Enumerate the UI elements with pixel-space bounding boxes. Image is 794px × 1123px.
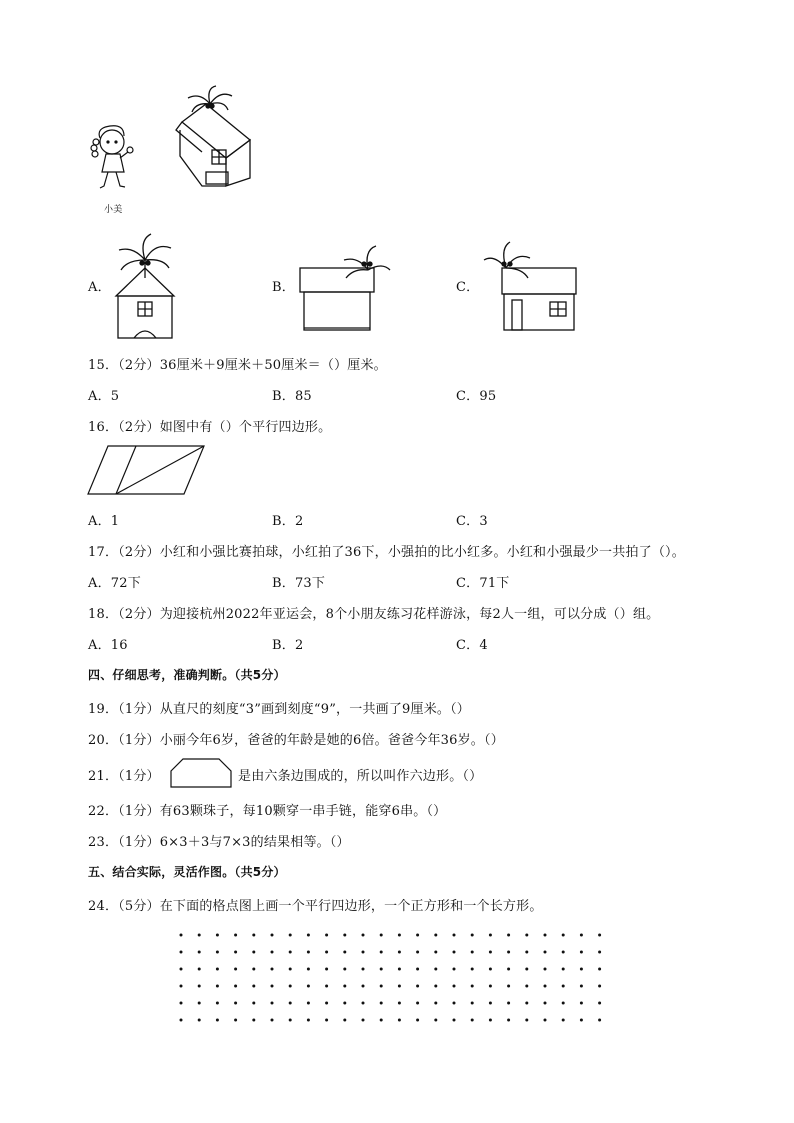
- house-top-view-b: [298, 236, 378, 332]
- grid-dot[interactable]: [307, 985, 310, 988]
- grid-dot[interactable]: [544, 968, 547, 971]
- grid-dot[interactable]: [453, 1002, 456, 1005]
- q24-stem: 24．（5分）在下面的格点图上画一个平行四边形，一个正方形和一个长方形。: [88, 899, 543, 914]
- q16-option-c: C．3: [456, 514, 488, 529]
- grid-dot[interactable]: [343, 934, 346, 937]
- grid-dot[interactable]: [416, 985, 419, 988]
- grid-dot[interactable]: [562, 1019, 565, 1022]
- grid-dot[interactable]: [362, 934, 365, 937]
- grid-dot[interactable]: [544, 951, 547, 954]
- q22-stem: 22．（1分）有63颗珠子，每10颗穿一串手链，能穿6串。（）: [88, 804, 447, 819]
- grid-dot[interactable]: [271, 934, 274, 937]
- grid-dot[interactable]: [380, 968, 383, 971]
- grid-dot[interactable]: [562, 968, 565, 971]
- grid-dot[interactable]: [489, 968, 492, 971]
- section-5-heading: 五、结合实际，灵活作图。（共5分）: [88, 865, 286, 879]
- grid-dot[interactable]: [398, 1002, 401, 1005]
- grid-dot[interactable]: [544, 985, 547, 988]
- grid-dot[interactable]: [398, 968, 401, 971]
- house-3d-illustration: [176, 82, 254, 192]
- grid-dot[interactable]: [380, 985, 383, 988]
- q19-stem: 19．（1分）从直尺的刻度“3”画到刻度“9”，一共画了9厘米。（）: [88, 702, 471, 717]
- grid-dot[interactable]: [416, 1019, 419, 1022]
- q15-option-b: B．85: [272, 389, 312, 404]
- grid-dot[interactable]: [598, 934, 601, 937]
- grid-dot[interactable]: [507, 1019, 510, 1022]
- grid-dot[interactable]: [507, 968, 510, 971]
- grid-dot[interactable]: [180, 1002, 183, 1005]
- q18-option-b: B．2: [272, 638, 304, 653]
- grid-dot[interactable]: [434, 951, 437, 954]
- q23-stem: 23．（1分）6×3＋3与7×3的结果相等。（）: [88, 835, 350, 850]
- grid-dot[interactable]: [580, 1002, 583, 1005]
- grid-dot[interactable]: [307, 1002, 310, 1005]
- grid-dot[interactable]: [343, 968, 346, 971]
- grid-dot[interactable]: [234, 985, 237, 988]
- q17-option-b: B．73下: [272, 576, 326, 591]
- grid-dot[interactable]: [343, 951, 346, 954]
- grid-dot[interactable]: [471, 1002, 474, 1005]
- grid-dot[interactable]: [398, 951, 401, 954]
- q17-stem: 17．（2分）小红和小强比赛拍球，小红拍了36下，小强拍的比小红多。小红和小强最少一共拍了（）。: [88, 545, 685, 560]
- grid-dot[interactable]: [180, 951, 183, 954]
- grid-dot[interactable]: [307, 951, 310, 954]
- q14-option-c-label: C．: [456, 280, 480, 295]
- grid-dot[interactable]: [416, 951, 419, 954]
- grid-dot[interactable]: [434, 985, 437, 988]
- grid-dot[interactable]: [198, 968, 201, 971]
- grid-dot[interactable]: [580, 968, 583, 971]
- grid-dot[interactable]: [271, 951, 274, 954]
- grid-dot[interactable]: [489, 951, 492, 954]
- grid-dot[interactable]: [343, 1019, 346, 1022]
- parallelogram-figure: [88, 444, 208, 496]
- grid-dot[interactable]: [325, 1002, 328, 1005]
- grid-dot[interactable]: [307, 934, 310, 937]
- q21-number: 21．（1分）: [88, 769, 160, 784]
- grid-dot[interactable]: [198, 1019, 201, 1022]
- grid-dot[interactable]: [271, 968, 274, 971]
- q17-option-c: C．71下: [456, 576, 510, 591]
- grid-dot[interactable]: [252, 985, 255, 988]
- grid-dot[interactable]: [507, 951, 510, 954]
- girl-illustration: [82, 120, 142, 200]
- grid-dot[interactable]: [562, 934, 565, 937]
- grid-dot[interactable]: [434, 1019, 437, 1022]
- grid-dot[interactable]: [507, 934, 510, 937]
- grid-dot[interactable]: [471, 934, 474, 937]
- grid-dot[interactable]: [289, 985, 292, 988]
- grid-dot[interactable]: [362, 951, 365, 954]
- grid-dot[interactable]: [380, 1019, 383, 1022]
- grid-dot[interactable]: [252, 1019, 255, 1022]
- grid-dot[interactable]: [453, 985, 456, 988]
- q14-option-b-label: B．: [272, 280, 295, 295]
- grid-dot[interactable]: [216, 968, 219, 971]
- grid-dot[interactable]: [525, 951, 528, 954]
- grid-dot[interactable]: [216, 1019, 219, 1022]
- grid-dot[interactable]: [453, 1019, 456, 1022]
- grid-dot[interactable]: [489, 934, 492, 937]
- grid-dot[interactable]: [343, 1002, 346, 1005]
- house-side-view-c: [480, 234, 580, 332]
- grid-dot[interactable]: [525, 1002, 528, 1005]
- grid-dot[interactable]: [216, 951, 219, 954]
- grid-dot[interactable]: [380, 1002, 383, 1005]
- q15-stem: 15．（2分）36厘米＋9厘米＋50厘米＝（）厘米。: [88, 358, 387, 373]
- grid-dot[interactable]: [525, 968, 528, 971]
- grid-dot[interactable]: [471, 1019, 474, 1022]
- grid-dot[interactable]: [544, 934, 547, 937]
- grid-dot[interactable]: [216, 934, 219, 937]
- grid-dot[interactable]: [362, 1019, 365, 1022]
- q16-option-b: B．2: [272, 514, 304, 529]
- grid-dot[interactable]: [362, 985, 365, 988]
- grid-dot[interactable]: [507, 1002, 510, 1005]
- grid-dot[interactable]: [398, 934, 401, 937]
- grid-dot[interactable]: [598, 951, 601, 954]
- grid-dot[interactable]: [180, 934, 183, 937]
- grid-dot[interactable]: [252, 968, 255, 971]
- grid-dot[interactable]: [598, 985, 601, 988]
- grid-dot[interactable]: [434, 934, 437, 937]
- grid-dot[interactable]: [180, 985, 183, 988]
- grid-dot[interactable]: [198, 951, 201, 954]
- grid-dot[interactable]: [289, 1002, 292, 1005]
- grid-dot[interactable]: [271, 1002, 274, 1005]
- grid-dot[interactable]: [453, 968, 456, 971]
- grid-dot[interactable]: [234, 968, 237, 971]
- grid-dot[interactable]: [198, 985, 201, 988]
- grid-dot[interactable]: [289, 1019, 292, 1022]
- grid-dot[interactable]: [453, 951, 456, 954]
- q16-option-a: A．1: [88, 514, 120, 529]
- grid-dot[interactable]: [307, 968, 310, 971]
- grid-dot[interactable]: [598, 968, 601, 971]
- grid-dot[interactable]: [471, 951, 474, 954]
- grid-dot[interactable]: [325, 934, 328, 937]
- grid-dot[interactable]: [525, 1019, 528, 1022]
- grid-dot[interactable]: [562, 951, 565, 954]
- grid-dot[interactable]: [289, 968, 292, 971]
- q17-option-a: A．72下: [88, 576, 141, 591]
- q18-stem: 18．（2分）为迎接杭州2022年亚运会，8个小朋友练习花样游泳，每2人一组，可以分成（）组。: [88, 607, 660, 622]
- grid-dot[interactable]: [216, 985, 219, 988]
- grid-dot[interactable]: [362, 1002, 365, 1005]
- grid-dot[interactable]: [489, 985, 492, 988]
- q18-option-c: C．4: [456, 638, 488, 653]
- q21-stem-rest: 是由六条边围成的，所以叫作六边形。（）: [238, 769, 483, 784]
- grid-dot[interactable]: [252, 1002, 255, 1005]
- grid-dot[interactable]: [325, 1019, 328, 1022]
- grid-dot[interactable]: [380, 934, 383, 937]
- grid-dot[interactable]: [307, 1019, 310, 1022]
- grid-dot[interactable]: [289, 951, 292, 954]
- grid-dot[interactable]: [580, 934, 583, 937]
- house-front-view-a: [110, 228, 180, 340]
- grid-dot[interactable]: [489, 1019, 492, 1022]
- grid-dot[interactable]: [580, 951, 583, 954]
- dot-grid[interactable]: [176, 930, 614, 1026]
- grid-dot[interactable]: [234, 951, 237, 954]
- grid-dot[interactable]: [234, 1002, 237, 1005]
- grid-dot[interactable]: [434, 968, 437, 971]
- q15-option-c: C．95: [456, 389, 497, 404]
- grid-dot[interactable]: [562, 985, 565, 988]
- grid-dot[interactable]: [598, 1002, 601, 1005]
- grid-dot[interactable]: [598, 1019, 601, 1022]
- grid-dot[interactable]: [416, 1002, 419, 1005]
- grid-dot[interactable]: [252, 934, 255, 937]
- grid-dot[interactable]: [198, 1002, 201, 1005]
- grid-dot[interactable]: [325, 985, 328, 988]
- grid-dot[interactable]: [544, 1019, 547, 1022]
- grid-dot[interactable]: [380, 951, 383, 954]
- grid-dot[interactable]: [434, 1002, 437, 1005]
- q15-option-a: A．5: [88, 389, 120, 404]
- grid-dot[interactable]: [525, 934, 528, 937]
- girl-caption: 小美: [104, 205, 123, 215]
- grid-dot[interactable]: [471, 985, 474, 988]
- grid-dot[interactable]: [289, 934, 292, 937]
- grid-dot[interactable]: [252, 951, 255, 954]
- grid-dot[interactable]: [398, 985, 401, 988]
- q18-option-a: A．16: [88, 638, 128, 653]
- grid-dot[interactable]: [271, 985, 274, 988]
- grid-dot[interactable]: [325, 951, 328, 954]
- grid-dot[interactable]: [180, 968, 183, 971]
- grid-dot[interactable]: [580, 985, 583, 988]
- grid-dot[interactable]: [234, 1019, 237, 1022]
- grid-dot[interactable]: [398, 1019, 401, 1022]
- grid-dot[interactable]: [453, 934, 456, 937]
- grid-dot[interactable]: [325, 968, 328, 971]
- grid-dot[interactable]: [416, 968, 419, 971]
- grid-dot[interactable]: [362, 968, 365, 971]
- grid-dot[interactable]: [180, 1019, 183, 1022]
- pentagon-shape-figure: [170, 758, 232, 788]
- grid-dot[interactable]: [562, 1002, 565, 1005]
- grid-dot[interactable]: [489, 1002, 492, 1005]
- q20-stem: 20．（1分）小丽今年6岁，爸爸的年龄是她的6倍。爸爸今年36岁。（）: [88, 733, 504, 748]
- grid-dot[interactable]: [234, 934, 237, 937]
- grid-dot[interactable]: [525, 985, 528, 988]
- section-4-heading: 四、仔细思考，准确判断。（共5分）: [88, 668, 286, 682]
- grid-dot[interactable]: [216, 1002, 219, 1005]
- grid-dot[interactable]: [198, 934, 201, 937]
- grid-dot[interactable]: [343, 985, 346, 988]
- grid-dot[interactable]: [507, 985, 510, 988]
- grid-dot[interactable]: [580, 1019, 583, 1022]
- q16-stem: 16．（2分）如图中有（）个平行四边形。: [88, 420, 332, 435]
- q14-option-a-label: A．: [88, 280, 111, 295]
- grid-dot[interactable]: [544, 1002, 547, 1005]
- grid-dot[interactable]: [416, 934, 419, 937]
- grid-dot[interactable]: [471, 968, 474, 971]
- grid-dot[interactable]: [271, 1019, 274, 1022]
